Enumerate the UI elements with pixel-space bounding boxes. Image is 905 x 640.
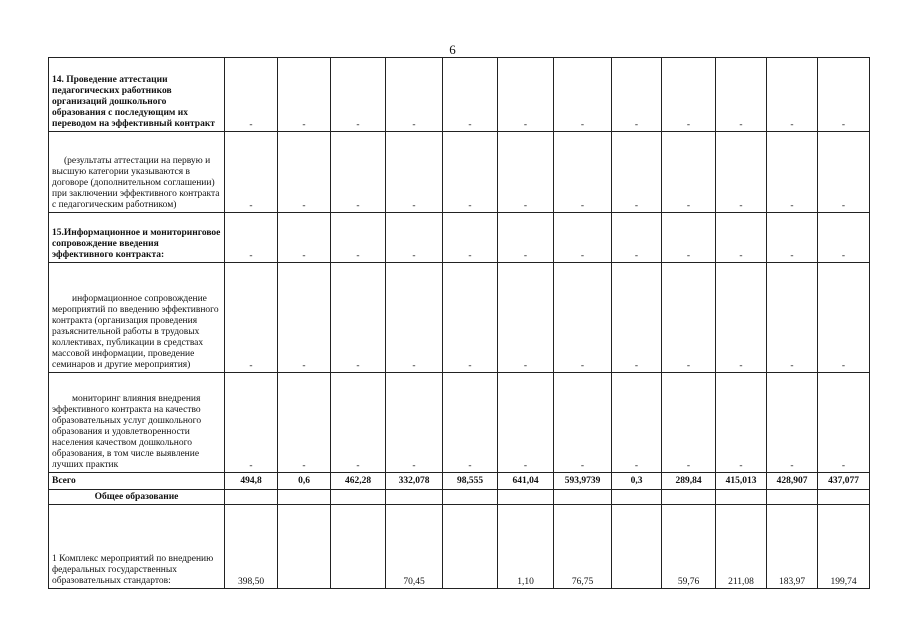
row-label: 1 Комплекс мероприятий по внедрению федеральных государственных образовательных стандартов: <box>49 505 225 589</box>
value-cell: - <box>225 373 278 473</box>
value-cell: - <box>498 132 554 213</box>
value-cell: - <box>818 132 870 213</box>
value-cell: - <box>612 213 662 263</box>
value-cell <box>278 490 331 505</box>
value-cell: - <box>767 213 818 263</box>
value-cell: - <box>716 213 767 263</box>
value-cell: - <box>662 213 716 263</box>
value-cell: - <box>225 213 278 263</box>
value-cell: 0,6 <box>278 473 331 490</box>
value-cell: - <box>818 263 870 373</box>
value-cell: 98,555 <box>443 473 498 490</box>
value-cell: 415,013 <box>716 473 767 490</box>
value-cell: - <box>278 58 331 132</box>
value-cell <box>386 490 443 505</box>
value-cell: 428,907 <box>767 473 818 490</box>
value-cell: - <box>498 213 554 263</box>
value-cell: - <box>443 263 498 373</box>
value-cell: - <box>498 263 554 373</box>
value-cell: - <box>278 132 331 213</box>
value-cell: - <box>818 373 870 473</box>
value-cell: - <box>662 132 716 213</box>
value-cell: - <box>331 373 386 473</box>
value-cell: - <box>767 263 818 373</box>
table-row <box>49 58 870 132</box>
value-cell: - <box>331 263 386 373</box>
value-cell: - <box>554 373 612 473</box>
value-cell <box>278 505 331 589</box>
value-cell: - <box>612 58 662 132</box>
value-cell <box>662 490 716 505</box>
row-label: Всего <box>49 473 225 490</box>
value-cell <box>331 490 386 505</box>
value-cell: - <box>443 58 498 132</box>
value-cell: - <box>767 132 818 213</box>
value-cell: 289,84 <box>662 473 716 490</box>
value-cell: - <box>386 263 443 373</box>
value-cell: - <box>818 58 870 132</box>
table-row <box>49 505 870 589</box>
value-cell: 332,078 <box>386 473 443 490</box>
value-cell: - <box>612 263 662 373</box>
value-cell: - <box>386 213 443 263</box>
value-cell: 641,04 <box>498 473 554 490</box>
value-cell <box>443 490 498 505</box>
value-cell: - <box>716 58 767 132</box>
value-cell: 593,9739 <box>554 473 612 490</box>
value-cell: - <box>554 263 612 373</box>
value-cell <box>498 490 554 505</box>
row-label: 15.Информационное и мониторинговое сопровождение введения эффективного контракта: <box>49 213 225 263</box>
page-number: 6 <box>449 42 456 57</box>
value-cell: - <box>554 58 612 132</box>
value-cell <box>716 490 767 505</box>
value-cell <box>331 505 386 589</box>
value-cell: - <box>716 263 767 373</box>
table-row <box>49 213 870 263</box>
value-cell <box>225 490 278 505</box>
value-cell: - <box>612 373 662 473</box>
value-cell: - <box>331 58 386 132</box>
value-cell: - <box>225 132 278 213</box>
value-cell: - <box>767 373 818 473</box>
value-cell: - <box>225 58 278 132</box>
value-cell: - <box>554 132 612 213</box>
value-cell: 494,8 <box>225 473 278 490</box>
value-cell: - <box>278 213 331 263</box>
row-label: (результаты аттестации на первую и высшую категории указываются в договоре (дополнительном соглашении) при заключении эффективного контракта с педагогическим работником) <box>49 132 225 213</box>
value-cell: - <box>386 373 443 473</box>
value-cell: 0,3 <box>612 473 662 490</box>
row-label: мониторинг влияния внедрения эффективного контракта на качество образовательных услуг дошкольного образования и удовлетворенности населения качеством дошкольного образования, в том числе выявление лучших практик <box>49 373 225 473</box>
value-cell <box>554 490 612 505</box>
value-cell: 76,75 <box>554 505 612 589</box>
table-row <box>49 373 870 473</box>
value-cell: - <box>716 373 767 473</box>
value-cell: - <box>331 213 386 263</box>
value-cell: 70,45 <box>386 505 443 589</box>
value-cell: 1,10 <box>498 505 554 589</box>
table-row <box>49 473 870 490</box>
value-cell: - <box>443 132 498 213</box>
value-cell: - <box>767 58 818 132</box>
value-cell: - <box>278 373 331 473</box>
value-cell: - <box>443 213 498 263</box>
value-cell: - <box>554 213 612 263</box>
value-cell: - <box>443 373 498 473</box>
value-cell <box>443 505 498 589</box>
value-cell: 211,08 <box>716 505 767 589</box>
value-cell: - <box>498 373 554 473</box>
row-label: 14. Проведение аттестации педагогических работников организаций дошкольного образования с последующим их переводом на эффективный контракт <box>49 58 225 132</box>
table-row <box>49 490 870 505</box>
value-cell: - <box>662 58 716 132</box>
value-cell <box>767 490 818 505</box>
value-cell <box>612 490 662 505</box>
value-cell: - <box>278 263 331 373</box>
value-cell: - <box>662 373 716 473</box>
value-cell: - <box>331 132 386 213</box>
value-cell: 462,28 <box>331 473 386 490</box>
value-cell <box>818 490 870 505</box>
table-row <box>49 263 870 373</box>
value-cell <box>612 505 662 589</box>
value-cell: - <box>662 263 716 373</box>
budget-table <box>48 57 870 589</box>
value-cell: - <box>716 132 767 213</box>
value-cell: - <box>386 132 443 213</box>
value-cell: - <box>612 132 662 213</box>
value-cell: - <box>225 263 278 373</box>
value-cell: 59,76 <box>662 505 716 589</box>
value-cell: 183,97 <box>767 505 818 589</box>
value-cell: 398,50 <box>225 505 278 589</box>
table-row <box>49 132 870 213</box>
row-label: Общее образование <box>49 490 225 505</box>
value-cell: - <box>818 213 870 263</box>
value-cell: 437,077 <box>818 473 870 490</box>
value-cell: - <box>386 58 443 132</box>
row-label: информационное сопровождение мероприятий по введению эффективного контракта (организация проведения разъяснительной работы в трудовых коллективах, публикации в средствах массовой информации, проведение семинаров и другие мероприятия) <box>49 263 225 373</box>
value-cell: 199,74 <box>818 505 870 589</box>
value-cell: - <box>498 58 554 132</box>
